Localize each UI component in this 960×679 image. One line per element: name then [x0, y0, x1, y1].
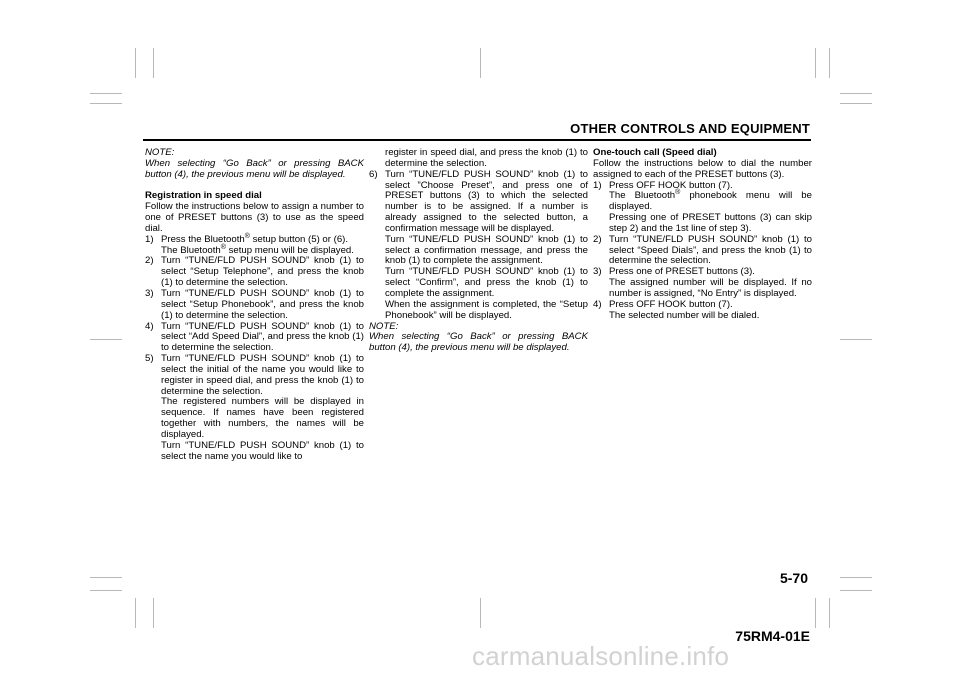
header-rule: [143, 139, 811, 141]
step-text: When the assignment is completed, the “Setup Phonebook” will be displayed.: [385, 298, 588, 321]
step-number: 2): [145, 255, 154, 267]
page-number: 5-70: [779, 570, 808, 586]
step-number: 3): [593, 266, 602, 278]
step-text: Turn “TUNE/FLD PUSH SOUND” knob (1) to select “Speed Dials”, and press the knob (1) to determine the selection.: [609, 233, 812, 267]
step-item: [593, 181, 812, 235]
step-text: Turn “TUNE/FLD PUSH SOUND” knob (1) to select “Setup Phonebook”, and press the knob (1) to determine the selection.: [161, 287, 364, 321]
step-number: 4): [593, 298, 602, 310]
crop-mark: [840, 93, 872, 94]
step-text: Turn “TUNE/FLD PUSH SOUND” knob (1) to select the initial of the name you would like to register in speed dial, and press the knob (1) to determine the selection.: [161, 353, 364, 397]
crop-mark: [90, 93, 122, 94]
step-text: The assigned number will be displayed. If no number is assigned, “No Entry” is displayed.: [609, 277, 812, 299]
crop-mark: [840, 339, 872, 340]
column-right: [593, 148, 812, 322]
crop-mark: [815, 48, 816, 78]
document-code: 75RM4-01E: [735, 628, 810, 644]
section-heading: One-touch call (Speed dial): [593, 147, 717, 158]
crop-mark: [90, 577, 122, 578]
step-list: [593, 181, 812, 322]
step-text: Pressing one of PRESET buttons (3) can skip step 2) and the 1st line of step 3).: [609, 212, 812, 234]
watermark: carmanualsonline.info: [472, 641, 730, 671]
step-item: [145, 289, 364, 322]
section-title: OTHER CONTROLS AND EQUIPMENT: [570, 121, 810, 136]
step-number: 2): [593, 233, 602, 245]
step-item: [145, 232, 364, 257]
crop-mark: [153, 598, 154, 628]
crop-mark: [135, 48, 136, 78]
crop-mark: [90, 339, 122, 340]
step-text: Turn “TUNE/FLD PUSH SOUND” knob (1) to select ”Choose Preset”, and press one of PRESET buttons (3) to which the selected number is to be assigned. If a number is already assigned to the selected button, a confirmation message will be displayed.: [385, 168, 588, 234]
step-text: Press the Bluetooth® setup button (5) or (6).: [161, 232, 349, 245]
note-label: NOTE:: [369, 320, 399, 332]
step-text: Turn “TUNE/FLD PUSH SOUND” knob (1) to select “Confirm”, and press the knob (1) to complete the assignment.: [385, 266, 588, 299]
intro-paragraph: Follow the instructions below to assign a number to one of PRESET buttons (3) to use as the speed dial.: [145, 201, 364, 234]
step-text: Turn “TUNE/FLD PUSH SOUND” knob (1) to select a confirmation message, and press the knob (1) to complete the assignment.: [385, 233, 588, 267]
crop-mark: [480, 48, 481, 78]
step-number: 4): [145, 320, 154, 332]
crop-mark: [840, 577, 872, 578]
step-item: [593, 300, 812, 322]
step-number: 6): [369, 168, 378, 180]
step-text: The registered numbers will be displayed in sequence. If names have been registered together with numbers, the names will be displayed.: [161, 396, 364, 440]
step-list: [145, 232, 364, 463]
step-item: [593, 267, 812, 300]
step-text: Press OFF HOOK button (7).: [609, 298, 733, 310]
step-number: 5): [145, 353, 154, 365]
step-item: [145, 322, 364, 355]
step-text: Turn “TUNE/FLD PUSH SOUND” knob (1) to select the name you would like to: [161, 439, 364, 462]
crop-mark: [829, 598, 830, 628]
note-label: NOTE:: [145, 147, 175, 158]
crop-mark: [153, 48, 154, 78]
note-text: When selecting “Go Back” or pressing BACK button (4), the previous menu will be displayed.: [369, 331, 588, 354]
crop-mark: [815, 598, 816, 628]
step-text: Press OFF HOOK button (7).: [609, 179, 733, 191]
step-number: 1): [145, 233, 154, 245]
step-text: Turn “TUNE/FLD PUSH SOUND” knob (1) to select “Add Speed Dial”, and press the knob (1) to determine the selection.: [161, 320, 364, 354]
crop-mark: [840, 103, 872, 104]
note-text: When selecting “Go Back” or pressing BACK button (4), the previous menu will be displayed.: [145, 157, 364, 180]
step-number: 1): [593, 179, 602, 191]
intro-paragraph: Follow the instructions below to dial the number assigned to each of the PRESET buttons (3).: [593, 157, 812, 180]
step-text: Press one of PRESET buttons (3).: [609, 266, 755, 278]
step-text: The Bluetooth® setup menu will be displayed.: [161, 243, 354, 256]
step-item: [369, 170, 588, 322]
step-text: Turn “TUNE/FLD PUSH SOUND” knob (1) to select “Setup Telephone”, and press the knob (1) to determine the selection.: [161, 255, 364, 289]
crop-mark: [135, 598, 136, 628]
column-left: [145, 148, 364, 462]
step-number: 3): [145, 287, 154, 299]
crop-mark: [480, 598, 481, 628]
crop-mark: [840, 590, 872, 591]
step-item: [145, 256, 364, 289]
step-list: [369, 170, 588, 322]
step-continuation: register in speed dial, and press the knob (1) to determine the selection.: [385, 147, 588, 169]
column-middle: [369, 148, 588, 354]
crop-mark: [90, 590, 122, 591]
step-item: [145, 354, 364, 462]
step-text: The Bluetooth® phonebook menu will be displayed.: [609, 189, 812, 213]
step-item: [593, 235, 812, 268]
crop-mark: [90, 103, 122, 104]
section-heading: Registration in speed dial: [145, 190, 262, 202]
crop-mark: [829, 48, 830, 78]
step-text: The selected number will be dialed.: [609, 309, 760, 321]
